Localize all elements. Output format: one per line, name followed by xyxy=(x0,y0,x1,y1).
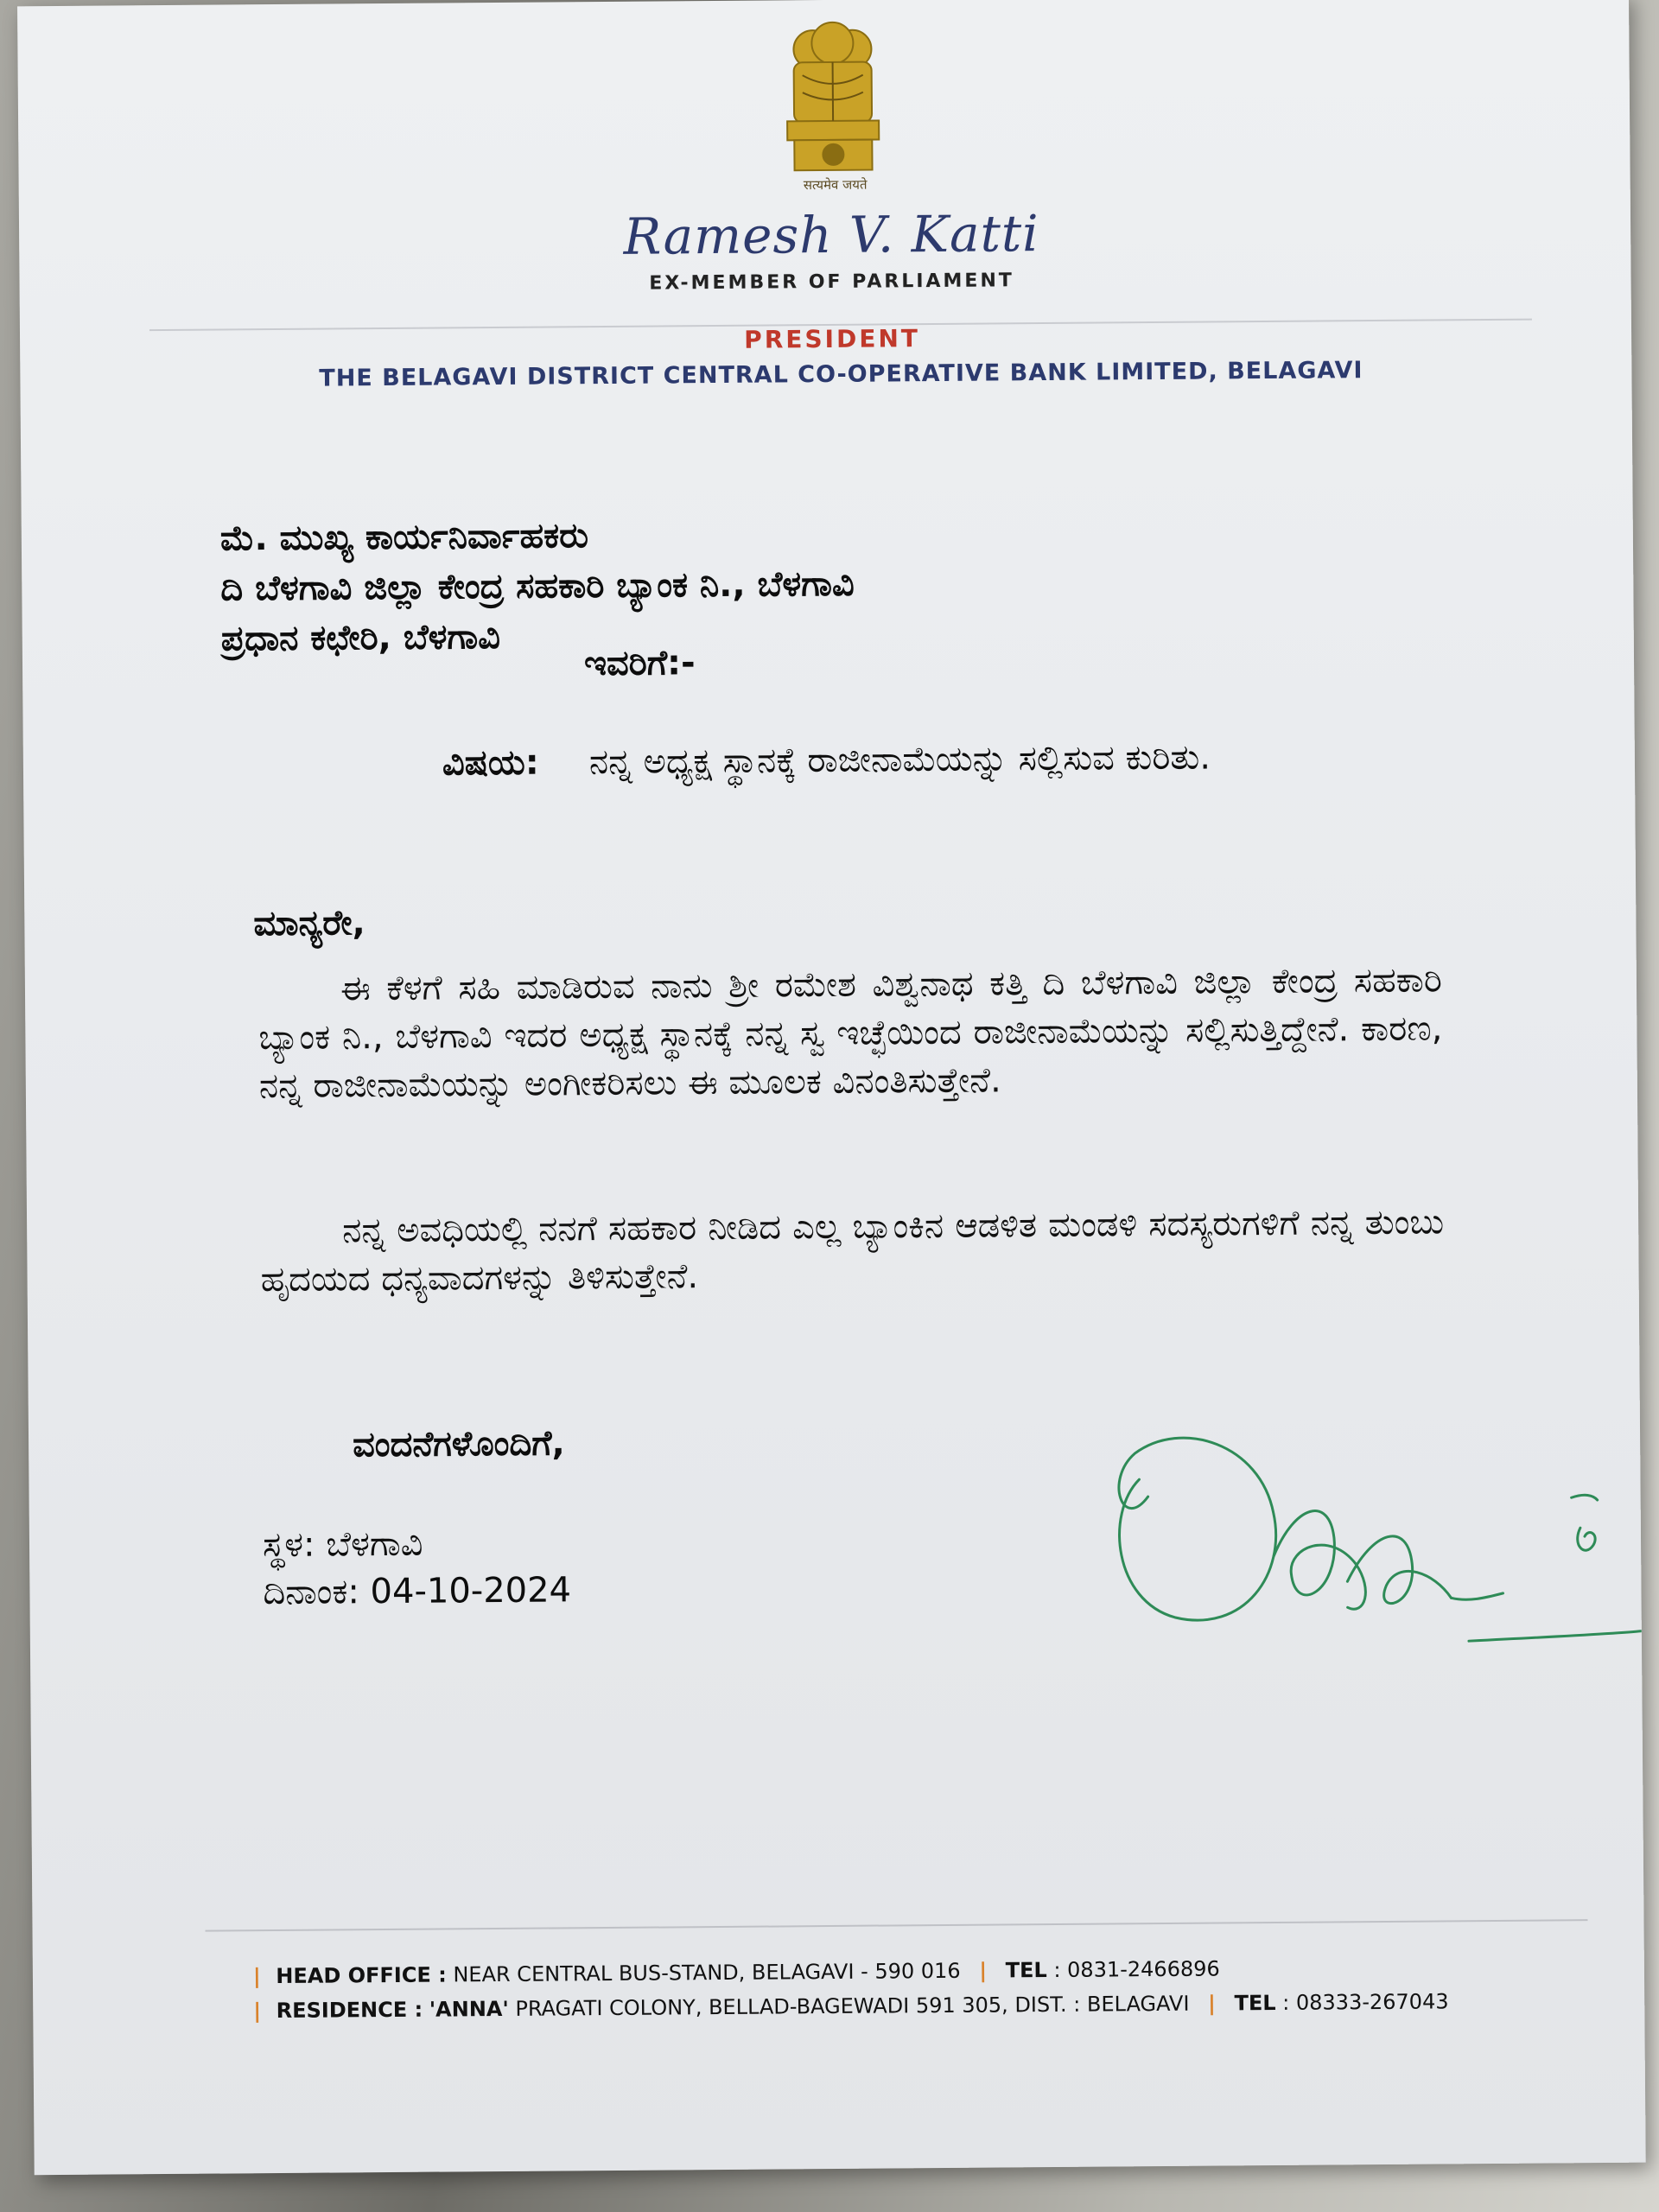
recipient-line-1: ಮೆ. ಮುಖ್ಯ ಕಾರ್ಯನಿರ್ವಾಹಕರು xyxy=(219,516,589,559)
state-emblem-icon xyxy=(767,10,899,192)
footer-head-office: | HEAD OFFICE : NEAR CENTRAL BUS-STAND, BELAGAVI - 590 016 | TEL : 0831-2466896 xyxy=(252,1956,1220,1989)
handwritten-signature xyxy=(1087,1398,1642,1670)
salutation: ಮಾನ್ಯರೇ, xyxy=(253,903,365,944)
recipient-to: ಇವರಿಗೆ:- xyxy=(583,643,696,684)
recipient-line-3: ಪ್ರಧಾನ ಕಛೇರಿ, ಬೆಳಗಾವಿ xyxy=(220,616,501,659)
head-office-tel: : 0831-2466896 xyxy=(1053,1956,1220,1982)
residence-tel: : 08333-267043 xyxy=(1282,1989,1449,2015)
head-office-address: NEAR CENTRAL BUS-STAND, BELAGAVI - 590 016 xyxy=(453,1958,961,1987)
organization-name: THE BELAGAVI DISTRICT CENTRAL CO-OPERATIVE BANK LIMITED, BELAGAVI xyxy=(319,357,1363,392)
residence-address: PRAGATI COLONY, BELLAD-BAGEWADI 591 305, DIST. : BELAGAVI xyxy=(515,1991,1190,2021)
residence-tel-label: TEL xyxy=(1234,1990,1276,2016)
closing: ವಂದನೆಗಳೊಂದಿಗೆ, xyxy=(352,1423,565,1465)
date-value: 04-10-2024 xyxy=(370,1570,572,1612)
head-office-label: HEAD OFFICE : xyxy=(276,1962,447,1989)
place-line xyxy=(263,1520,423,1569)
recipient-line-2: ದಿ ಬೆಳಗಾವಿ ಜಿಲ್ಲಾ ಕೇಂದ್ರ ಸಹಕಾರಿ ಬ್ಯಾಂಕ ನಿ., ಬೆಳಗಾವಿ xyxy=(220,563,855,609)
position-title: PRESIDENT xyxy=(744,324,921,354)
place-label: ಸ್ಥಳ: xyxy=(262,1524,315,1566)
body-paragraph-1: ಈ ಕೆಳಗೆ ಸಹಿ ಮಾಡಿರುವ ನಾನು ಶ್ರೀ ರಮೇಶ ವಿಶ್ವನಾಥ ಕತ್ತಿ ದಿ ಬೆಳಗಾವಿ ಜಿಲ್ಲಾ ಕೇಂದ್ರ ಸಹಕಾರಿ ಬ್ಯಾಂಕ ನಿ., ಬೆಳಗಾವಿ ಇದರ ಅಧ್ಯಕ್ಷ ಸ್ಥಾನಕ್ಕೆ ನನ್ನ ಸ್ವ ಇಚ್ಛೆಯಿಂದ ರಾಜೀನಾಮೆಯನ್ನು ಸಲ್ಲಿಸುತ್ತಿದ್ದೇನೆ. ಕಾರಣ, ನನ್ನ ರಾಜೀನಾಮೆಯನ್ನು ಅಂಗೀಕರಿಸಲು ಈ ಮೂಲಕ ವಿನಂತಿಸುತ್ತೇನೆ. xyxy=(258,960,1443,1107)
emblem-motto: सत्यमेव जयते xyxy=(803,176,868,194)
footer-residence: | RESIDENCE : 'ANNA' PRAGATI COLONY, BELLAD-BAGEWADI 591 305, DIST. : BELAGAVI | TEL : 08333-267043 xyxy=(253,1989,1449,2024)
former-title: EX-MEMBER OF PARLIAMENT xyxy=(649,270,1014,295)
date-line xyxy=(263,1566,571,1617)
body-paragraph-2: ನನ್ನ ಅವಧಿಯಲ್ಲಿ ನನಗೆ ಸಹಕಾರ ನೀಡಿದ ಎಲ್ಲ ಬ್ಯಾಂಕಿನ ಆಡಳಿತ ಮಂಡಳಿ ಸದಸ್ಯರುಗಳಿಗೆ ನನ್ನ ತುಂಬು ಹೃದಯದ ಧನ್ಯವಾದಗಳನ್ನು ತಿಳಿಸುತ್ತೇನೆ. xyxy=(260,1202,1445,1300)
subject-text: ನನ್ನ ಅಧ್ಯಕ್ಷ ಸ್ಥಾನಕ್ಕೆ ರಾಜೀನಾಮೆಯನ್ನು ಸಲ್ಲಿಸುವ ಕುರಿತು. xyxy=(588,737,1211,783)
subject-label: ವಿಷಯ: xyxy=(442,742,539,784)
sender-name: Ramesh V. Katti xyxy=(623,204,1039,266)
head-office-tel-label: TEL xyxy=(1005,1958,1047,1983)
place-value: ಬೆಳಗಾವಿ xyxy=(326,1523,423,1565)
residence-name: 'ANNA' xyxy=(429,1996,509,2022)
letter-page xyxy=(17,0,1646,2175)
residence-label: RESIDENCE : xyxy=(276,1997,423,2024)
date-label: ದಿನಾಂಕ: xyxy=(263,1572,360,1613)
footer-divider xyxy=(206,1919,1588,1932)
